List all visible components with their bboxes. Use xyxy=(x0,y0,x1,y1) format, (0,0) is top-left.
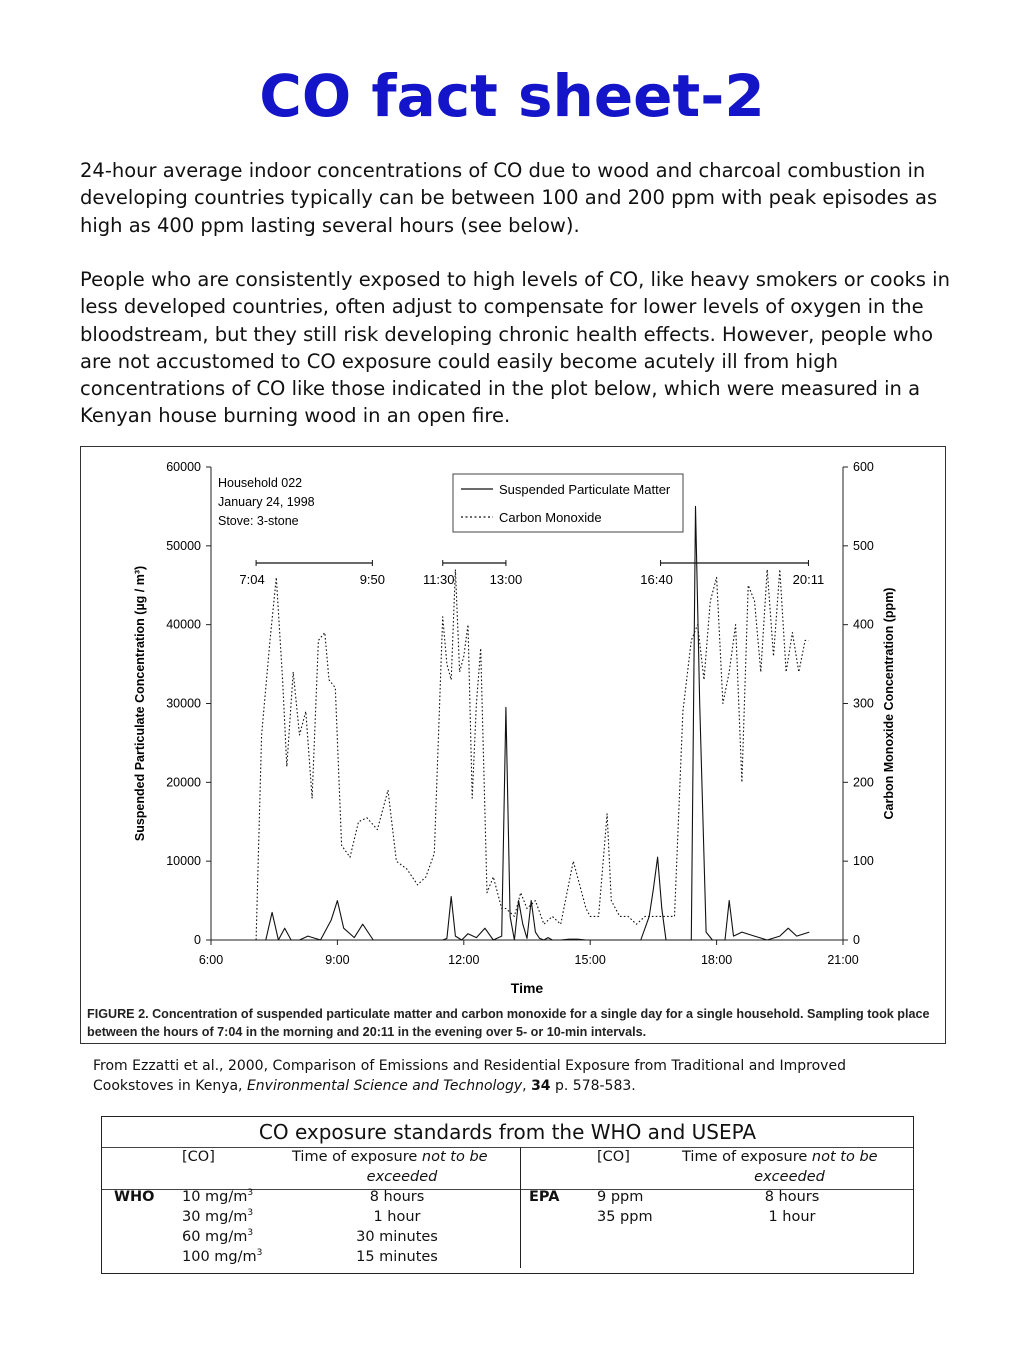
standards-table xyxy=(101,1116,914,1274)
cooking-period-end-label: 13:00 xyxy=(489,572,523,587)
co-spm-chart xyxy=(81,447,947,1003)
epa-value-2: 35 ppm xyxy=(597,1209,653,1225)
x-tick-label: 12:00 xyxy=(448,953,480,967)
y-left-tick-label: 30000 xyxy=(166,696,201,711)
x-tick-label: 21:00 xyxy=(827,953,859,967)
who-time-header: Time of exposure not to be xyxy=(292,1149,488,1165)
y-left-tick-label: 50000 xyxy=(166,538,201,553)
x-axis-title: Time xyxy=(510,980,544,996)
household-info-line: Stove: 3-stone xyxy=(218,514,299,528)
y-right-tick-label: 200 xyxy=(853,775,874,790)
epa-time-2: 1 hour xyxy=(768,1209,816,1225)
cooking-period-end-label: 20:11 xyxy=(792,572,825,587)
y-right-tick-label: 300 xyxy=(853,696,874,711)
epa-time-header: Time of exposure not to be xyxy=(682,1149,878,1165)
who-time-3: 30 minutes xyxy=(356,1229,438,1245)
y-left-tick-label: 0 xyxy=(194,933,201,947)
cooking-period-start-label: 11:30 xyxy=(422,572,455,587)
legend-spm-label: Suspended Particulate Matter xyxy=(499,482,671,497)
cooking-period-end-label: 9:50 xyxy=(359,572,386,587)
x-tick-label: 18:00 xyxy=(700,953,733,967)
y-right-tick-label: 600 xyxy=(853,460,874,474)
y-right-tick-label: 400 xyxy=(853,617,874,632)
y-left-tick-label: 60000 xyxy=(166,460,201,474)
household-info-line: Household 022 xyxy=(218,476,303,490)
who-time-header-2: exceeded xyxy=(366,1169,438,1185)
household-info-line: January 24, 1998 xyxy=(218,495,315,509)
citation-pages: p. 578-583. xyxy=(550,1078,636,1094)
y-left-tick-label: 10000 xyxy=(166,854,201,869)
epa-time-1: 8 hours xyxy=(764,1189,820,1205)
who-value-3: 60 $mg/m^3$ xyxy=(182,1228,254,1245)
who-label: WHO xyxy=(114,1189,155,1205)
source-citation xyxy=(93,1056,913,1096)
figure-caption: FIGURE 2. Concentration of suspended particulate matter and carbon monoxide for a single day for a single household. Sampling took place between the hours of 7:04 in the morning and 20:11 in the evening over 5- or 10-min intervals. xyxy=(87,1007,930,1039)
exposure-paragraph: People who are consistently exposed to high levels of CO, like heavy smokers or cooks in less developed countries, often adjust to compensate for lower levels of oxygen in the bloodstream, but they still risk developing chronic health effects. However, people who are not accustomed to CO exposure could easily become acutely ill from high concentrations of CO like those indicated in the plot below, which were measured in a Kenyan house burning wood in an open fire. xyxy=(80,268,950,428)
epa-co-header: [CO] xyxy=(597,1149,630,1165)
co-series-line xyxy=(256,570,808,941)
y-right-tick-label: 0 xyxy=(853,933,860,947)
who-value-1: 10 $mg/m^3$ xyxy=(182,1188,254,1205)
x-tick-label: 9:00 xyxy=(325,953,350,967)
epa-value-1: 9 ppm xyxy=(597,1189,644,1205)
who-time-1: 8 hours xyxy=(369,1189,425,1205)
figure-panel xyxy=(80,446,946,1044)
who-value-4: 100 $mg/m^3$ xyxy=(182,1248,263,1265)
page-title: CO fact sheet-2 xyxy=(259,62,765,130)
x-tick-label: 15:00 xyxy=(574,953,606,967)
y-left-tick-label: 40000 xyxy=(166,617,201,632)
table-column-divider xyxy=(520,1147,521,1268)
cooking-period-start-label: 7:04 xyxy=(239,572,265,587)
who-time-4: 15 minutes xyxy=(356,1249,438,1265)
epa-label: EPA xyxy=(529,1189,560,1205)
x-tick-label: 6:00 xyxy=(198,953,224,967)
y-right-tick-label: 100 xyxy=(853,854,874,869)
intro-paragraph: 24-hour average indoor concentrations of CO due to wood and charcoal combustion in developing countries typically can be between 100 and 200 ppm with peak episodes as high as 400 ppm lasting several hours (see below). xyxy=(80,159,938,237)
standards-table-title: CO exposure standards from the WHO and USEPA xyxy=(102,1117,913,1148)
chart-legend xyxy=(453,474,683,532)
y-right-axis-title: Carbon Monoxide Concentration (ppm) xyxy=(882,587,896,820)
cooking-period-start-label: 16:40 xyxy=(640,572,673,587)
who-co-header: [CO] xyxy=(182,1149,215,1165)
citation-volume: 34 xyxy=(531,1078,551,1094)
citation-text: From Ezzatti et al., 2000, Comparison of Emissions and Residential Exposure from Traditional and Improved Cookstoves in Kenya, xyxy=(93,1058,846,1094)
who-time-2: 1 hour xyxy=(373,1209,421,1225)
y-left-axis-title: Suspended Particulate Concentration (µg / m³) xyxy=(133,565,147,842)
y-right-tick-label: 500 xyxy=(853,538,874,553)
spm-series-line xyxy=(266,506,810,940)
who-value-2: 30 $mg/m^3$ xyxy=(182,1208,254,1225)
citation-comma: , xyxy=(522,1078,532,1094)
legend-co-label: Carbon Monoxide xyxy=(499,510,602,525)
citation-journal: Environmental Science and Technology xyxy=(246,1078,523,1094)
y-left-tick-label: 20000 xyxy=(166,775,201,790)
epa-time-header-2: exceeded xyxy=(754,1169,825,1185)
